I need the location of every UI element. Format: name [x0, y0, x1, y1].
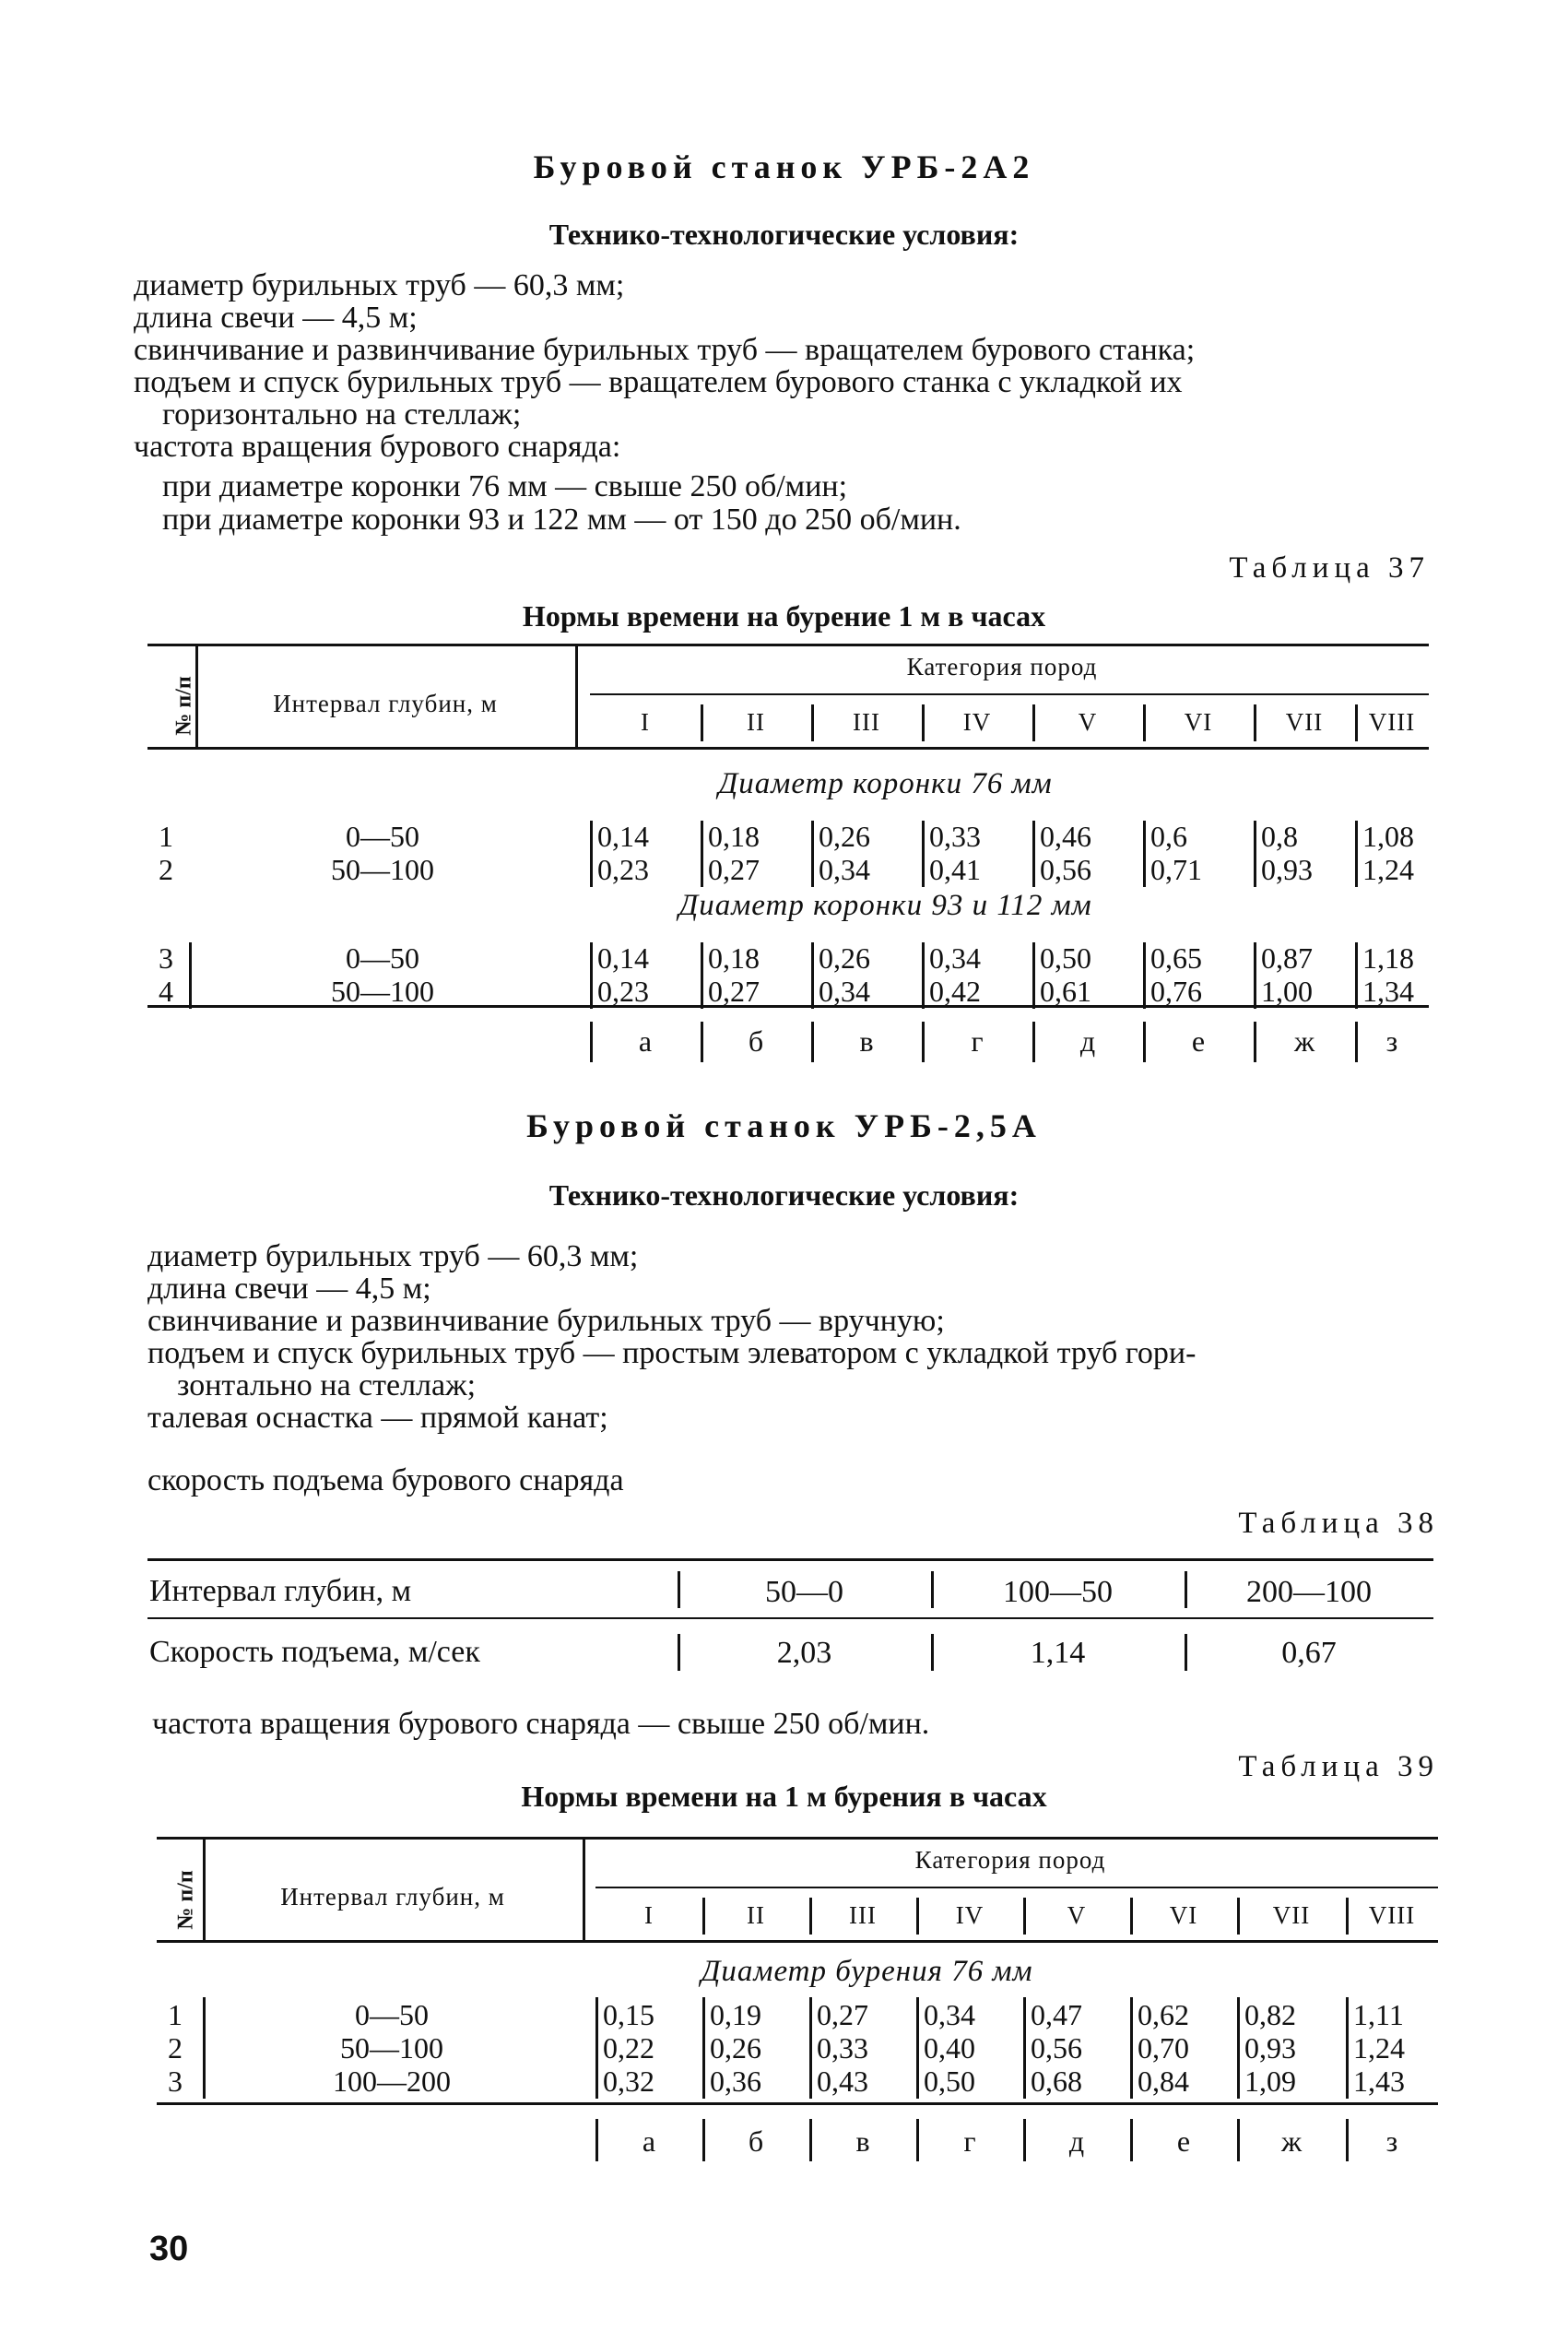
- table37-col-category-header: Категория пород: [906, 653, 1098, 680]
- table39-divider: [1237, 1898, 1240, 1935]
- table37-cell: 0,27: [708, 975, 760, 1008]
- table39-cell: 0,15: [603, 1998, 654, 2031]
- table37-cell: 0,23: [597, 853, 649, 886]
- table39-letter: е: [1176, 2124, 1191, 2158]
- table37-divider: [590, 942, 593, 1009]
- table39-label: Таблица 39: [1238, 1750, 1439, 1783]
- table39-caption: Диаметр бурения 76 мм: [701, 1955, 1033, 1988]
- table39-cell: 0,36: [710, 2065, 761, 2098]
- table39-cell: 0,82: [1244, 1998, 1296, 2031]
- table39-letter: г: [963, 2124, 976, 2158]
- section1-line: свинчивание и развинчивание бурильных труб — вращателем бурового станка;: [134, 333, 1196, 367]
- table39-divider: [702, 1997, 705, 2099]
- table37-letter: б: [748, 1024, 764, 1058]
- table39-cell: 0,32: [603, 2065, 654, 2098]
- table39-category-1: I: [644, 1901, 654, 1929]
- table39-cell: 0,50: [924, 2065, 975, 2098]
- table38-divider: [678, 1634, 680, 1671]
- table37-cell: 0,14: [597, 941, 649, 975]
- table39-divider: [1346, 1997, 1349, 2099]
- table38-divider: [931, 1634, 934, 1671]
- table37-category-1: I: [641, 708, 650, 736]
- table37-divider: [1355, 821, 1358, 887]
- table39-divider: [1130, 1997, 1133, 2099]
- table39-category-2: II: [747, 1901, 765, 1929]
- table39-divider: [916, 1997, 919, 2099]
- table39-category-5: V: [1067, 1901, 1087, 1929]
- table37-cell: 0,50: [1040, 941, 1091, 975]
- table37-category-2: II: [747, 708, 765, 736]
- table39-cell: 0,27: [817, 1998, 868, 2031]
- table39-divider: [702, 2119, 705, 2161]
- table39-divider: [1130, 2119, 1133, 2161]
- table37-category-5: V: [1078, 708, 1098, 736]
- table37-divider: [701, 942, 703, 1009]
- table37-cell: 0,18: [708, 941, 760, 975]
- table39-category-3: III: [849, 1901, 877, 1929]
- table39-cell: 0,33: [817, 2031, 868, 2065]
- table37-divider: [922, 704, 925, 741]
- table39-cell: 1,09: [1244, 2065, 1296, 2098]
- table37-divider: [1143, 704, 1146, 741]
- table39-divider: [203, 1997, 206, 2099]
- table39-cell: 1,24: [1353, 2031, 1405, 2065]
- table38-interval-value: 200—100: [1246, 1575, 1372, 1609]
- table39-divider: [809, 1898, 812, 1935]
- table37-cell: 1,08: [1362, 820, 1414, 853]
- table37-cell: 1,24: [1362, 853, 1414, 886]
- table37-cell: 0,87: [1261, 941, 1313, 975]
- table37-group2-caption: Диаметр коронки 93 и 112 мм: [678, 889, 1092, 922]
- table37-cell: 0,27: [708, 853, 760, 886]
- table39-col-category-header: Категория пород: [914, 1846, 1106, 1874]
- table37-cell: 0,34: [819, 853, 870, 886]
- table37-row-num: 2: [159, 853, 173, 886]
- table37-divider: [922, 942, 925, 1009]
- table39-divider: [1023, 1997, 1026, 2099]
- table37-cell: 0,8: [1261, 820, 1298, 853]
- table37-letter: д: [1079, 1024, 1096, 1058]
- table37-divider: [1355, 1022, 1358, 1062]
- section1-line: горизонтально на стеллаж;: [162, 397, 522, 432]
- table39-row-interval: 0—50: [355, 1998, 429, 2031]
- table37-divider: [811, 942, 814, 1009]
- table37-row-num: 4: [159, 975, 173, 1008]
- table37-divider: [1032, 942, 1035, 1009]
- section1-title: Буровой станок УРБ-2А2: [533, 148, 1035, 185]
- table37-divider: [1254, 942, 1256, 1009]
- table37-row-num: 1: [159, 820, 173, 853]
- table37-divider: [1254, 1022, 1256, 1062]
- table37-cell: 0,41: [929, 853, 981, 886]
- table37-cell: 0,26: [819, 941, 870, 975]
- table39-letter: а: [642, 2124, 656, 2158]
- table39-divider: [595, 2119, 598, 2161]
- table39-col-interval-header: Интервал глубин, м: [280, 1883, 505, 1911]
- table37-cell: 0,61: [1040, 975, 1091, 1008]
- table37-letter: а: [638, 1024, 653, 1058]
- table38-divider: [1185, 1571, 1187, 1608]
- table39-row-interval: 50—100: [340, 2031, 443, 2065]
- table37-divider: [811, 1022, 814, 1062]
- section1-line: диаметр бурильных труб — 60,3 мм;: [134, 268, 625, 302]
- table37-cell: 0,34: [819, 975, 870, 1008]
- table37-cell: 0,6: [1150, 820, 1187, 853]
- table38-label: Таблица 38: [1238, 1507, 1439, 1540]
- table37-row-interval: 0—50: [346, 941, 419, 975]
- table38-divider: [678, 1571, 680, 1608]
- table39-category-8: VIII: [1368, 1901, 1416, 1929]
- table37-cell: 1,18: [1362, 941, 1414, 975]
- table37-cell: 0,26: [819, 820, 870, 853]
- table39-row-interval: 100—200: [333, 2065, 451, 2098]
- table39-divider: [1237, 1997, 1240, 2099]
- table39-divider: [809, 2119, 812, 2161]
- table37-divider: [1254, 704, 1256, 741]
- table37-col-num-header: № п/п: [171, 676, 196, 736]
- table37-category-4: IV: [962, 708, 992, 736]
- table38-divider: [1185, 1634, 1187, 1671]
- table37-divider: [189, 942, 192, 1009]
- table37-divider: [1143, 1022, 1146, 1062]
- table39-cell: 0,34: [924, 1998, 975, 2031]
- table37-cell: 0,34: [929, 941, 981, 975]
- section1-line: при диаметре коронки 76 мм — свыше 250 об/мин;: [162, 469, 848, 503]
- table39-cell: 0,40: [924, 2031, 975, 2065]
- table37-category-6: VI: [1184, 708, 1213, 736]
- section2-line: подъем и спуск бурильных труб — простым элеватором с укладкой труб гори-: [147, 1336, 1197, 1370]
- table37-cell: 0,93: [1261, 853, 1313, 886]
- section1-line: подъем и спуск бурильных труб — вращателем бурового станка с укладкой их: [134, 365, 1183, 399]
- table38-speed-value: 0,67: [1281, 1636, 1337, 1670]
- section1-line: частота вращения бурового снаряда:: [134, 430, 621, 464]
- table39-divider: [702, 1898, 705, 1935]
- table37-row-num: 3: [159, 941, 173, 975]
- table37-divider: [1032, 704, 1035, 741]
- table38-interval-value: 50—0: [765, 1575, 843, 1609]
- table37-group1-caption: Диаметр коронки 76 мм: [718, 767, 1053, 800]
- table37-category-3: III: [853, 708, 880, 736]
- table37-cell: 0,33: [929, 820, 981, 853]
- table37-category-7: VII: [1285, 708, 1324, 736]
- table39-cell: 0,43: [817, 2065, 868, 2098]
- table39-divider: [916, 1898, 919, 1935]
- section2-line: зонтально на стеллаж;: [177, 1368, 477, 1402]
- table39-divider: [809, 1997, 812, 2099]
- table37-cell: 1,00: [1261, 975, 1313, 1008]
- table37-cell: 0,14: [597, 820, 649, 853]
- section2-speed-line: скорость подъема бурового снаряда: [147, 1463, 624, 1497]
- table37-cell: 0,18: [708, 820, 760, 853]
- table37-divider: [1355, 704, 1358, 741]
- table37-cell: 0,71: [1150, 853, 1202, 886]
- section2-line: талевая оснастка — прямой канат;: [147, 1401, 608, 1435]
- table37-letter: е: [1191, 1024, 1206, 1058]
- table39-category-7: VII: [1272, 1901, 1311, 1929]
- page-number: 30: [149, 2230, 189, 2268]
- rotation-line: частота вращения бурового снаряда — свыше 250 об/мин.: [152, 1707, 930, 1741]
- section2-line: длина свечи — 4,5 м;: [147, 1272, 431, 1306]
- table37-letter: з: [1385, 1024, 1398, 1058]
- table37-title: Нормы времени на бурение 1 м в часах: [522, 599, 1046, 633]
- table39-cell: 0,56: [1031, 2031, 1082, 2065]
- table39-cell: 0,26: [710, 2031, 761, 2065]
- section2-title: Буровой станок УРБ-2,5А: [526, 1107, 1042, 1144]
- table37-cell: 0,23: [597, 975, 649, 1008]
- table39-row-num: 3: [168, 2065, 183, 2098]
- table37-divider: [1143, 942, 1146, 1009]
- table39-category-4: IV: [955, 1901, 984, 1929]
- table37-cell: 0,46: [1040, 820, 1091, 853]
- table39-cell: 0,84: [1138, 2065, 1189, 2098]
- table39-title: Нормы времени на 1 м бурения в часах: [521, 1780, 1047, 1813]
- table39-letter: д: [1068, 2124, 1085, 2158]
- table39-divider: [595, 1997, 598, 2099]
- table37-cell: 0,42: [929, 975, 981, 1008]
- table39-letter: ж: [1280, 2124, 1303, 2158]
- section1-subtitle: Технико-технологические условия:: [548, 218, 1020, 251]
- table37-letter: ж: [1293, 1024, 1315, 1058]
- table37-divider: [590, 1022, 593, 1062]
- table38-interval-value: 100—50: [1003, 1575, 1113, 1609]
- table37-divider: [1254, 821, 1256, 887]
- table37-divider: [922, 821, 925, 887]
- table37-cell: 1,34: [1362, 975, 1414, 1008]
- table39-col-num-header: № п/п: [173, 1870, 198, 1930]
- table39-cell: 0,68: [1031, 2065, 1082, 2098]
- table37-row-interval: 50—100: [331, 853, 434, 886]
- table39-cell: 0,47: [1031, 1998, 1082, 2031]
- table39-cell: 0,22: [603, 2031, 654, 2065]
- table37-divider: [1032, 1022, 1035, 1062]
- table37-divider: [922, 1022, 925, 1062]
- table39-cell: 0,62: [1138, 1998, 1189, 2031]
- table39-divider: [1346, 2119, 1349, 2161]
- table39-cell: 0,19: [710, 1998, 761, 2031]
- table38-divider: [931, 1571, 934, 1608]
- table39-divider: [1130, 1898, 1133, 1935]
- table37-divider: [1143, 821, 1146, 887]
- section2-line: свинчивание и развинчивание бурильных труб — вручную;: [147, 1304, 945, 1338]
- table37-divider: [590, 821, 593, 887]
- table39-cell: 1,11: [1353, 1998, 1404, 2031]
- table37-divider: [701, 704, 703, 741]
- table37-cell: 0,76: [1150, 975, 1202, 1008]
- table39-letter: з: [1385, 2124, 1398, 2158]
- table39-category-6: VI: [1169, 1901, 1198, 1929]
- table38-row1-label: Интервал глубин, м: [149, 1574, 412, 1608]
- table38-speed-value: 2,03: [776, 1636, 832, 1670]
- table37-divider: [701, 821, 703, 887]
- table37-letter: в: [859, 1024, 874, 1058]
- table37-category-8: VIII: [1368, 708, 1416, 736]
- section2-line: диаметр бурильных труб — 60,3 мм;: [147, 1239, 639, 1273]
- table39-divider: [1023, 2119, 1026, 2161]
- table37-row-interval: 0—50: [346, 820, 419, 853]
- table37-label: Таблица 37: [1229, 551, 1430, 585]
- table39-letter: б: [748, 2124, 764, 2158]
- table37-row-interval: 50—100: [331, 975, 434, 1008]
- table37-col-interval-header: Интервал глубин, м: [273, 690, 498, 717]
- table39-divider: [1023, 1898, 1026, 1935]
- table39-divider: [916, 2119, 919, 2161]
- table37-divider: [811, 704, 814, 741]
- table39-row-num: 1: [168, 1998, 183, 2031]
- table39-letter: в: [855, 2124, 870, 2158]
- section2-subtitle: Технико-технологические условия:: [548, 1178, 1020, 1212]
- table39-cell: 1,43: [1353, 2065, 1405, 2098]
- table37-divider: [701, 1022, 703, 1062]
- section1-line: длина свечи — 4,5 м;: [134, 301, 418, 335]
- table37-cell: 0,56: [1040, 853, 1091, 886]
- table37-cell: 0,65: [1150, 941, 1202, 975]
- table38-row2-label: Скорость подъема, м/сек: [149, 1635, 480, 1669]
- table39-row-num: 2: [168, 2031, 183, 2065]
- table39-cell: 0,70: [1138, 2031, 1189, 2065]
- table39-divider: [1237, 2119, 1240, 2161]
- section1-line: при диаметре коронки 93 и 122 мм — от 150 до 250 об/мин.: [162, 503, 961, 537]
- table37-letter: г: [971, 1024, 984, 1058]
- table39-cell: 0,93: [1244, 2031, 1296, 2065]
- table38-speed-value: 1,14: [1030, 1636, 1086, 1670]
- table37-divider: [811, 821, 814, 887]
- table37-divider: [1355, 942, 1358, 1009]
- table37-divider: [1032, 821, 1035, 887]
- table39-divider: [1346, 1898, 1349, 1935]
